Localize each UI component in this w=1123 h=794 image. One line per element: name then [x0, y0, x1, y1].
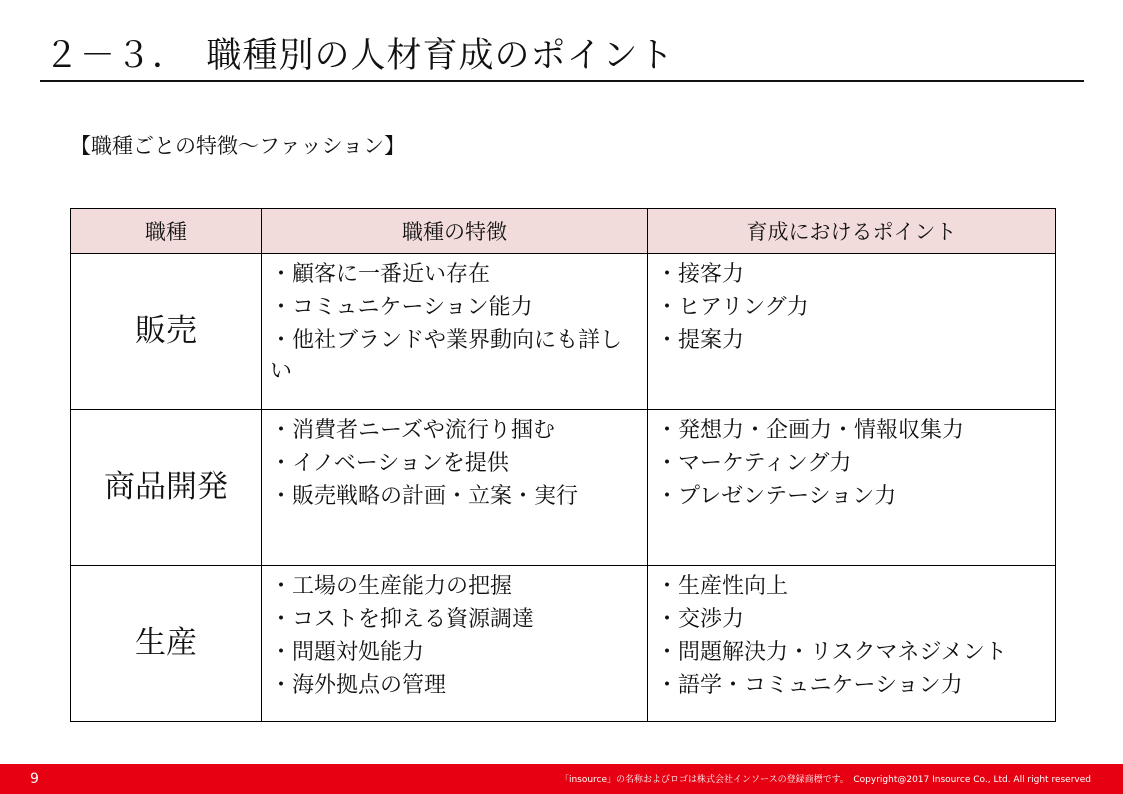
feature-item: ・消費者ニーズや流行り掴む [270, 418, 555, 443]
points-cell [648, 566, 1056, 722]
feature-item: ・問題対処能力 [270, 640, 425, 665]
role-cell: 商品開発 [71, 410, 262, 566]
feature-item: ・他社ブランドや業界動向にも詳しい [270, 328, 623, 384]
point-item: ・交渉力 [656, 607, 745, 632]
point-item: ・問題解決力・リスクマネジメント [656, 640, 1007, 665]
points-cell [648, 254, 1056, 410]
point-item: ・ヒアリング力 [656, 295, 809, 320]
point-item: ・生産性向上 [656, 574, 789, 599]
features-cell [262, 566, 648, 722]
role-cell: 販売 [71, 254, 262, 410]
table-row [71, 254, 1056, 410]
point-item: ・語学・コミュニケーション力 [656, 673, 963, 698]
point-item: ・提案力 [656, 328, 745, 353]
slide-title: ２－３． 職種別の人材育成のポイント [44, 36, 675, 76]
point-item: ・プレゼンテーション力 [656, 484, 897, 509]
table-header-row [71, 209, 1056, 254]
footer-bar [0, 764, 1123, 794]
copyright-notice: 「insource」の名称およびロゴは株式会社インソースの登録商標です。 Copyright@2017 Insource Co., Ltd. All right reserved [559, 775, 1091, 785]
feature-item: ・イノベーションを提供 [270, 451, 509, 476]
points-cell [648, 410, 1056, 566]
feature-item: ・顧客に一番近い存在 [270, 262, 491, 287]
point-item: ・接客力 [656, 262, 745, 287]
job-type-table [70, 208, 1056, 722]
section-subtitle: 【職種ごとの特徴～ファッション】 [70, 134, 406, 158]
features-cell [262, 410, 648, 566]
title-underline [40, 80, 1084, 82]
feature-item: ・コミュニケーション能力 [270, 295, 533, 320]
page-number: 9 [30, 771, 39, 787]
point-item: ・発想力・企画力・情報収集力 [656, 418, 965, 443]
table-row [71, 410, 1056, 566]
table-row [71, 566, 1056, 722]
role-cell: 生産 [71, 566, 262, 722]
header-role: 職種 [71, 209, 262, 254]
header-features: 職種の特徴 [262, 209, 648, 254]
header-points: 育成におけるポイント [648, 209, 1056, 254]
feature-item: ・販売戦略の計画・立案・実行 [270, 484, 579, 509]
features-cell [262, 254, 648, 410]
feature-item: ・海外拠点の管理 [270, 673, 447, 698]
point-item: ・マーケティング力 [656, 451, 852, 476]
feature-item: ・コストを抑える資源調達 [270, 607, 535, 632]
feature-item: ・工場の生産能力の把握 [270, 574, 513, 599]
